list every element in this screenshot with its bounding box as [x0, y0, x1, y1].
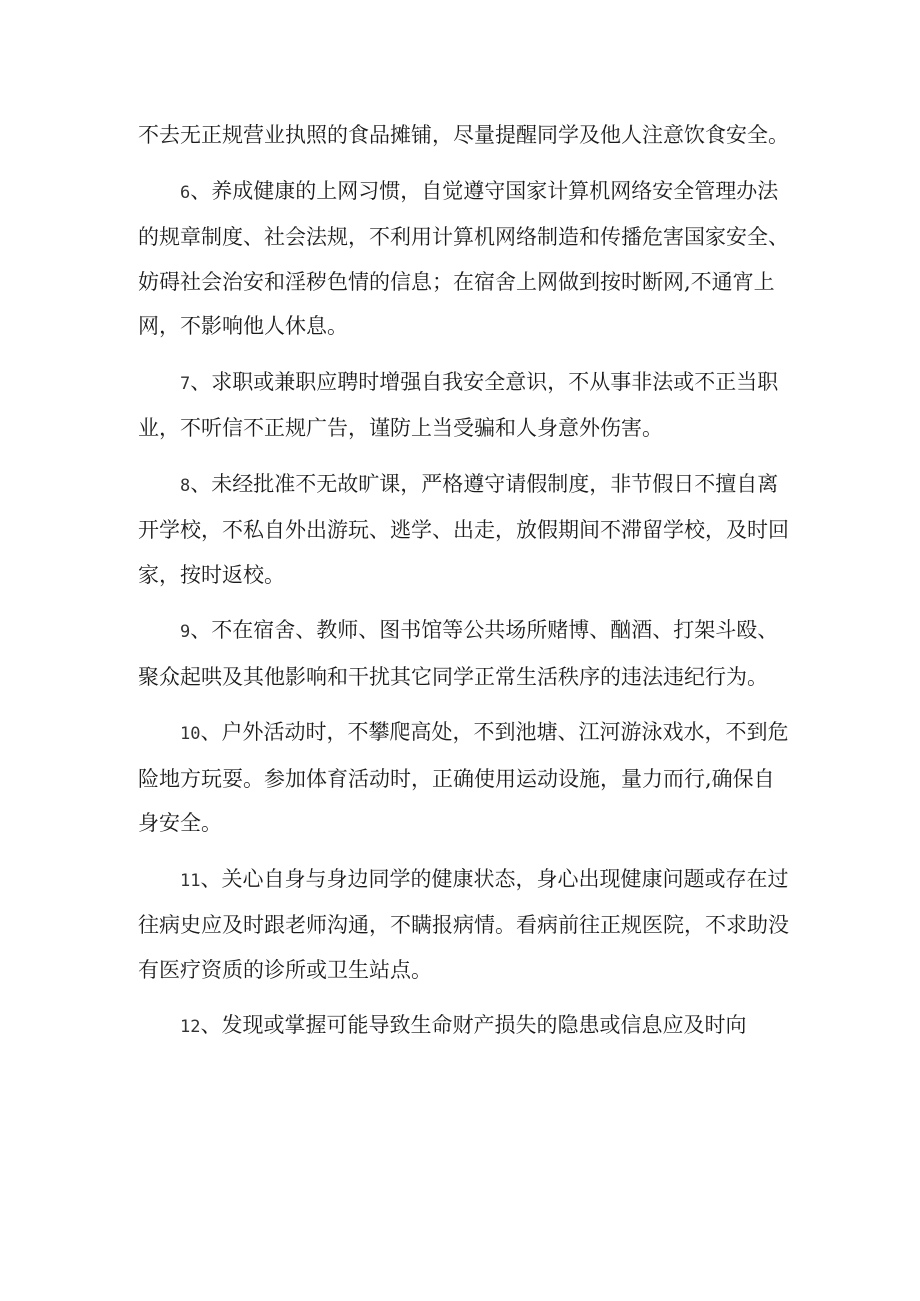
paragraph-text: 、发现或掌握可能导致生命财产损失的隐患或信息应及时向 [200, 1013, 747, 1037]
paragraph-text: 、户外活动时，不攀爬高处，不到池塘、江河游泳戏水，不到危险地方玩耍。参加体育活动时，正确使用运动设施，量力而行,确保自身安全。 [138, 720, 789, 835]
item-number: 9 [180, 622, 191, 642]
paragraph-item-8 [138, 462, 793, 598]
paragraph-item-10 [138, 710, 793, 846]
paragraph-item-7 [138, 360, 793, 451]
paragraph-item-12 [138, 1003, 793, 1050]
paragraph-text: 不去无正规营业执照的食品摊铺，尽量提醒同学及他人注意饮食安全。 [138, 123, 789, 147]
paragraph-item-11 [138, 857, 793, 993]
paragraph-item-9 [138, 608, 793, 699]
paragraph-item-6 [138, 169, 793, 349]
paragraph-text: 、不在宿舍、教师、图书馆等公共场所赌博、酗酒、打架斗殴、聚众起哄及其他影响和干扰其它同学正常生活秩序的违法违纪行为。 [138, 618, 779, 689]
item-number: 8 [180, 475, 191, 496]
item-number: 6 [180, 182, 191, 203]
item-number: 10 [180, 724, 201, 744]
paragraph-text: 、关心自身与身边同学的健康状态，身心出现健康问题或存在过往病史应及时跟老师沟通，不瞒报病情。看病前往正规医院，不求助没有医疗资质的诊所或卫生站点。 [138, 866, 789, 982]
paragraph-text: 、养成健康的上网习惯，自觉遵守国家计算机网络安全管理办法的规章制度、社会法规，不利用计算机网络制造和传播危害国家安全、妨碍社会治安和淫秽色情的信息；在宿舍上网做到按时断网,不通宵上网，不影响他人休息。 [138, 178, 789, 338]
item-number: 12 [180, 1017, 201, 1037]
document-body [138, 113, 793, 1061]
item-number: 7 [180, 373, 191, 394]
paragraph-continuation [138, 113, 793, 158]
paragraph-text: 、未经批准不无故旷课，严格遵守请假制度，非节假日不擅自离开学校，不私自外出游玩、逃学、出走，放假期间不滞留学校，及时回家，按时返校。 [138, 471, 789, 587]
paragraph-text: 、求职或兼职应聘时增强自我安全意识，不从事非法或不正当职业，不听信不正规广告，谨防上当受骗和人身意外伤害。 [138, 369, 779, 440]
item-number: 11 [180, 870, 201, 891]
